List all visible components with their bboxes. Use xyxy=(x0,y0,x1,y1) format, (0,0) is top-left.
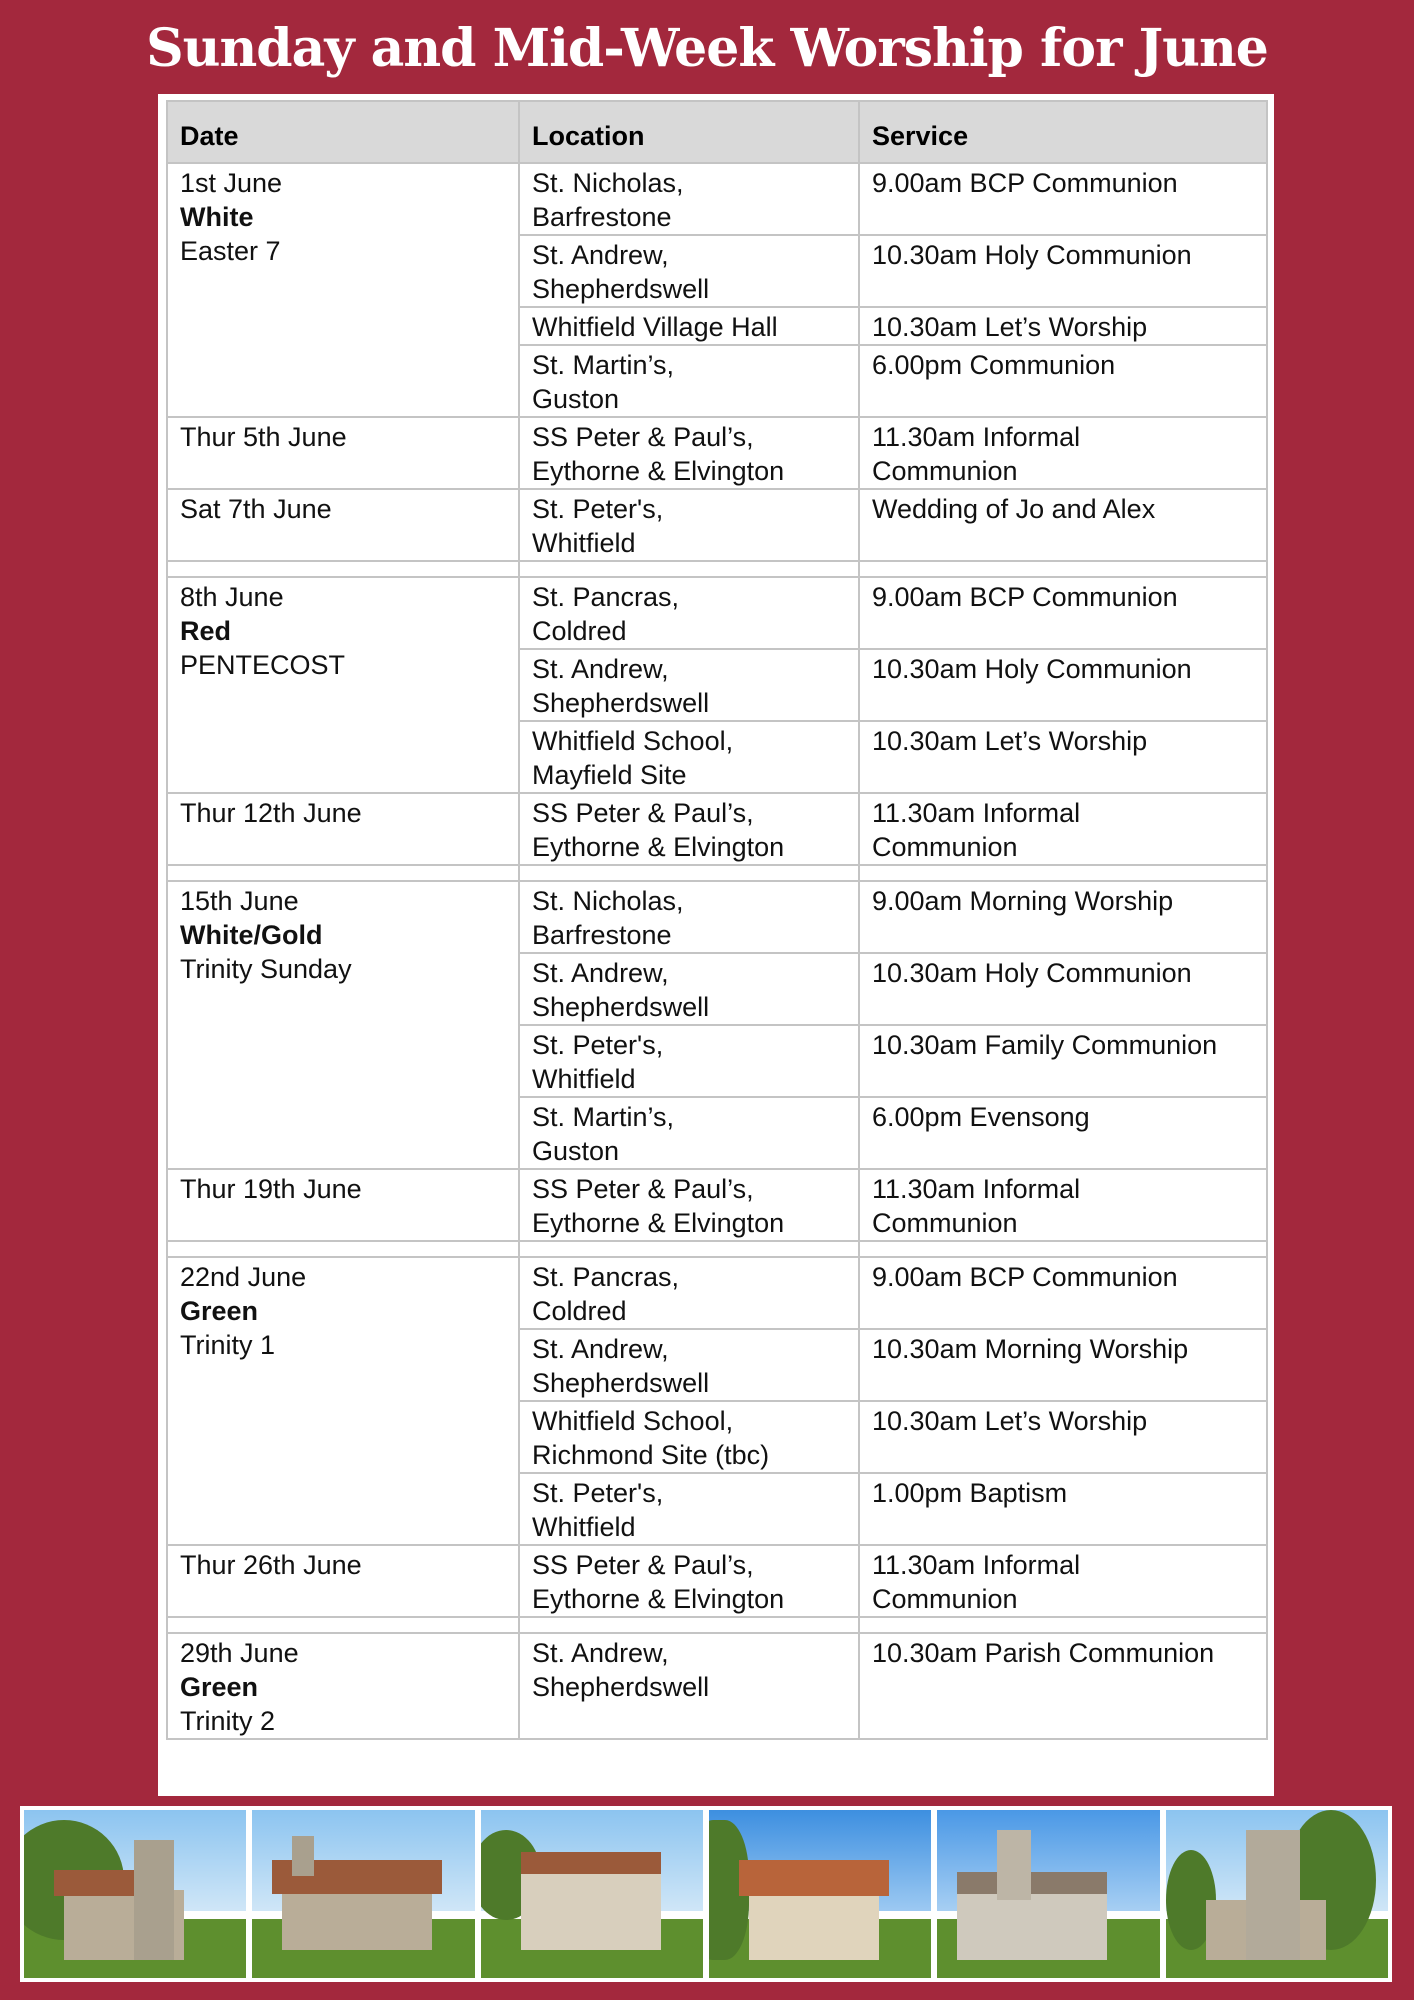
date-cell xyxy=(167,489,519,561)
location-line: Shepherdswell xyxy=(532,688,710,718)
table-row xyxy=(167,1257,1267,1329)
location-line: Whitfield School, xyxy=(532,726,734,756)
occasion: Trinity Sunday xyxy=(180,954,352,984)
table-row xyxy=(167,417,1267,489)
location-line: Whitfield School, xyxy=(532,1406,734,1436)
church-photo-3 xyxy=(481,1810,703,1978)
date-day: 15th June xyxy=(180,886,299,916)
location-line: Eythorne & Elvington xyxy=(532,832,785,862)
location-line: Coldred xyxy=(532,1296,627,1326)
location-line: Whitfield xyxy=(532,1512,636,1542)
separator-cell xyxy=(519,1241,859,1257)
location-cell xyxy=(519,417,859,489)
location-line: St. Nicholas, xyxy=(532,886,684,916)
location-line: Shepherdswell xyxy=(532,992,710,1022)
service-line: 10.30am Family Communion xyxy=(872,1030,1218,1060)
location-line: St. Peter's, xyxy=(532,1478,664,1508)
date-day: Thur 5th June xyxy=(180,422,347,452)
service-cell xyxy=(859,1169,1267,1241)
service-cell xyxy=(859,793,1267,865)
service-line: 10.30am Let’s Worship xyxy=(872,1406,1148,1436)
date-cell xyxy=(167,1257,519,1545)
date-day: 29th June xyxy=(180,1638,299,1668)
service-line: Communion xyxy=(872,456,1018,486)
separator-row xyxy=(167,1617,1267,1633)
separator-cell xyxy=(167,561,519,577)
location-line: St. Pancras, xyxy=(532,1262,680,1292)
location-line: St. Andrew, xyxy=(532,958,669,988)
location-cell xyxy=(519,793,859,865)
location-line: Eythorne & Elvington xyxy=(532,456,785,486)
separator-cell xyxy=(859,865,1267,881)
page-title: Sunday and Mid-Week Worship for June xyxy=(146,18,1268,79)
table-header-row xyxy=(167,101,1267,163)
location-cell xyxy=(519,577,859,649)
separator-cell xyxy=(519,865,859,881)
liturgical-colour: Green xyxy=(180,1672,259,1702)
date-cell xyxy=(167,881,519,1169)
date-cell xyxy=(167,417,519,489)
separator-cell xyxy=(519,561,859,577)
date-day: 1st June xyxy=(180,168,283,198)
separator-cell xyxy=(859,1241,1267,1257)
location-cell xyxy=(519,1401,859,1473)
separator-cell xyxy=(167,1241,519,1257)
table-row xyxy=(167,881,1267,953)
service-line: 11.30am Informal xyxy=(872,1174,1081,1204)
location-line: SS Peter & Paul’s, xyxy=(532,1174,754,1204)
service-line: 11.30am Informal xyxy=(872,422,1081,452)
location-line: Eythorne & Elvington xyxy=(532,1584,785,1614)
location-line: SS Peter & Paul’s, xyxy=(532,422,754,452)
location-line: St. Martin’s, xyxy=(532,350,675,380)
service-cell xyxy=(859,417,1267,489)
separator-row xyxy=(167,1241,1267,1257)
table-row xyxy=(167,1545,1267,1617)
separator-cell xyxy=(519,1617,859,1633)
location-line: Richmond Site (tbc) xyxy=(532,1440,770,1470)
service-cell xyxy=(859,953,1267,1025)
location-cell xyxy=(519,1473,859,1545)
location-cell xyxy=(519,1097,859,1169)
occasion: Easter 7 xyxy=(180,236,281,266)
service-cell xyxy=(859,1545,1267,1617)
location-cell xyxy=(519,881,859,953)
service-line: 6.00pm Communion xyxy=(872,350,1116,380)
service-cell xyxy=(859,235,1267,307)
location-line: SS Peter & Paul’s, xyxy=(532,1550,754,1580)
service-cell xyxy=(859,721,1267,793)
location-line: St. Martin’s, xyxy=(532,1102,675,1132)
service-line: 9.00am Morning Worship xyxy=(872,886,1174,916)
schedule-panel xyxy=(158,94,1274,1796)
date-day: 8th June xyxy=(180,582,284,612)
service-line: 10.30am Let’s Worship xyxy=(872,312,1148,342)
separator-row xyxy=(167,561,1267,577)
service-cell xyxy=(859,1025,1267,1097)
location-line: Mayfield Site xyxy=(532,760,687,790)
service-line: 10.30am Let’s Worship xyxy=(872,726,1148,756)
location-line: Barfrestone xyxy=(532,920,672,950)
service-cell xyxy=(859,163,1267,235)
table-row xyxy=(167,577,1267,649)
occasion: PENTECOST xyxy=(180,650,346,680)
location-cell xyxy=(519,307,859,345)
location-cell xyxy=(519,235,859,307)
location-cell xyxy=(519,345,859,417)
location-line: Shepherdswell xyxy=(532,1368,710,1398)
table-row xyxy=(167,1169,1267,1241)
date-cell xyxy=(167,577,519,793)
location-line: Whitfield xyxy=(532,528,636,558)
table-row xyxy=(167,489,1267,561)
location-line: St. Peter's, xyxy=(532,1030,664,1060)
date-cell xyxy=(167,163,519,417)
location-line: St. Pancras, xyxy=(532,582,680,612)
service-line: 10.30am Morning Worship xyxy=(872,1334,1189,1364)
church-photo-2 xyxy=(252,1810,474,1978)
service-line: 11.30am Informal xyxy=(872,798,1081,828)
service-cell xyxy=(859,345,1267,417)
service-line: 9.00am BCP Communion xyxy=(872,1262,1178,1292)
worship-schedule-table xyxy=(166,100,1268,1740)
occasion: Trinity 1 xyxy=(180,1330,276,1360)
location-line: Shepherdswell xyxy=(532,1672,710,1702)
location-cell xyxy=(519,1633,859,1739)
liturgical-colour: White/Gold xyxy=(180,920,323,950)
location-line: Eythorne & Elvington xyxy=(532,1208,785,1238)
church-photo-1 xyxy=(24,1810,246,1978)
separator-cell xyxy=(859,1617,1267,1633)
separator-cell xyxy=(167,865,519,881)
location-cell xyxy=(519,1257,859,1329)
liturgical-colour: Red xyxy=(180,616,232,646)
service-cell xyxy=(859,1257,1267,1329)
separator-cell xyxy=(859,561,1267,577)
date-cell xyxy=(167,1545,519,1617)
service-cell xyxy=(859,649,1267,721)
location-line: SS Peter & Paul’s, xyxy=(532,798,754,828)
schedule-body xyxy=(167,163,1267,1739)
table-row xyxy=(167,793,1267,865)
service-line: 10.30am Holy Communion xyxy=(872,240,1192,270)
header-date: Date xyxy=(167,101,519,163)
location-line: Guston xyxy=(532,384,620,414)
service-cell xyxy=(859,1473,1267,1545)
location-line: St. Nicholas, xyxy=(532,168,684,198)
location-cell xyxy=(519,1329,859,1401)
date-cell xyxy=(167,1633,519,1739)
service-line: 10.30am Holy Communion xyxy=(872,654,1192,684)
date-day: Thur 19th June xyxy=(180,1174,362,1204)
table-row xyxy=(167,1633,1267,1739)
location-cell xyxy=(519,649,859,721)
service-line: 1.00pm Baptism xyxy=(872,1478,1068,1508)
location-cell xyxy=(519,163,859,235)
date-cell xyxy=(167,1169,519,1241)
location-cell xyxy=(519,489,859,561)
separator-row xyxy=(167,865,1267,881)
date-day: Sat 7th June xyxy=(180,494,332,524)
service-cell xyxy=(859,1401,1267,1473)
service-line: 9.00am BCP Communion xyxy=(872,582,1178,612)
church-photo-4 xyxy=(709,1810,931,1978)
service-line: 11.30am Informal xyxy=(872,1550,1081,1580)
location-line: Coldred xyxy=(532,616,627,646)
location-cell xyxy=(519,1025,859,1097)
service-cell xyxy=(859,307,1267,345)
separator-cell xyxy=(167,1617,519,1633)
header-service: Service xyxy=(859,101,1267,163)
service-line: Communion xyxy=(872,832,1018,862)
service-line: Wedding of Jo and Alex xyxy=(872,494,1156,524)
location-line: Whitfield Village Hall xyxy=(532,312,778,342)
location-line: Guston xyxy=(532,1136,620,1166)
church-photo-strip xyxy=(20,1806,1392,1982)
location-line: St. Peter's, xyxy=(532,494,664,524)
service-line: 9.00am BCP Communion xyxy=(872,168,1178,198)
liturgical-colour: Green xyxy=(180,1296,259,1326)
occasion: Trinity 2 xyxy=(180,1706,276,1736)
date-day: Thur 12th June xyxy=(180,798,362,828)
service-line: Communion xyxy=(872,1208,1018,1238)
service-cell xyxy=(859,489,1267,561)
service-line: 6.00pm Evensong xyxy=(872,1102,1090,1132)
location-cell xyxy=(519,721,859,793)
date-day: Thur 26th June xyxy=(180,1550,362,1580)
location-cell xyxy=(519,1545,859,1617)
location-line: St. Andrew, xyxy=(532,1638,669,1668)
date-day: 22nd June xyxy=(180,1262,307,1292)
service-cell xyxy=(859,1633,1267,1739)
service-line: 10.30am Parish Communion xyxy=(872,1638,1215,1668)
service-cell xyxy=(859,1329,1267,1401)
table-row xyxy=(167,163,1267,235)
location-line: St. Andrew, xyxy=(532,1334,669,1364)
header-location: Location xyxy=(519,101,859,163)
location-line: St. Andrew, xyxy=(532,240,669,270)
location-line: Barfrestone xyxy=(532,202,672,232)
location-line: Shepherdswell xyxy=(532,274,710,304)
church-photo-5 xyxy=(937,1810,1159,1978)
date-cell xyxy=(167,793,519,865)
location-cell xyxy=(519,1169,859,1241)
liturgical-colour: White xyxy=(180,202,254,232)
service-cell xyxy=(859,1097,1267,1169)
service-line: Communion xyxy=(872,1584,1018,1614)
church-photo-6 xyxy=(1166,1810,1388,1978)
location-line: Whitfield xyxy=(532,1064,636,1094)
location-cell xyxy=(519,953,859,1025)
service-line: 10.30am Holy Communion xyxy=(872,958,1192,988)
service-cell xyxy=(859,577,1267,649)
location-line: St. Andrew, xyxy=(532,654,669,684)
service-cell xyxy=(859,881,1267,953)
